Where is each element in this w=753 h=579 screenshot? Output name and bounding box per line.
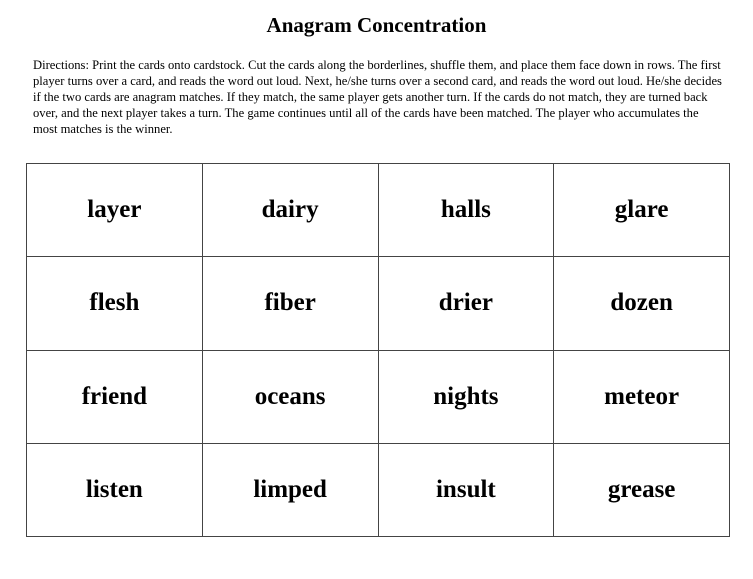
word-card: insult [379,444,555,537]
word-card: fiber [203,257,379,350]
word-card: flesh [27,257,203,350]
directions-text: Directions: Print the cards onto cardstock. Cut the cards along the borderlines, shuffle them, and place them face down in rows. The first player turns over a card, and reads the word out loud. Next, he/she turns over a second card, and reads the word out loud. He/she decides if the two cards are anagram matches. If they match, the same player gets another turn. If the cards do not match, they are turned back over, and the next player takes a turn. The game continues until all of the cards have been matched. The player who accumulates the most matches is the winner. [33,58,722,136]
word-card: meteor [554,351,730,444]
word-card: limped [203,444,379,537]
word-card: nights [379,351,555,444]
word-card: dozen [554,257,730,350]
card-grid [26,163,730,537]
word-card: oceans [203,351,379,444]
word-card: drier [379,257,555,350]
word-card: halls [379,164,555,257]
word-card: dairy [203,164,379,257]
word-card: layer [27,164,203,257]
word-card: grease [554,444,730,537]
page-title: Anagram Concentration [266,13,487,37]
word-card: listen [27,444,203,537]
word-card: friend [27,351,203,444]
word-card: glare [554,164,730,257]
